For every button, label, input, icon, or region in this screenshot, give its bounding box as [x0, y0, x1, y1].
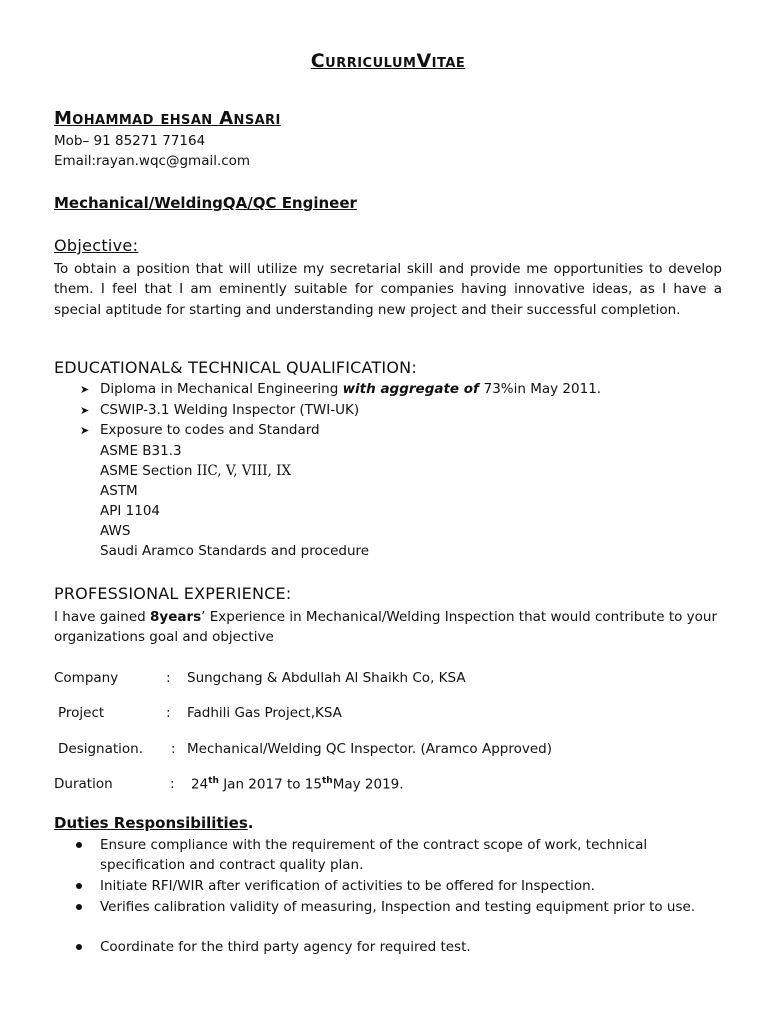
arrow-bullet-icon: ➤ [80, 424, 90, 437]
bullet-icon [76, 842, 82, 848]
education-item-codes: ➤ Exposure to codes and Standard [80, 422, 320, 438]
education-heading: EDUCATIONAL& TECHNICAL QUALIFICATION: [54, 358, 417, 377]
code-saudi-aramco: Saudi Aramco Standards and procedure [100, 543, 370, 559]
education-item-diploma: ➤ Diploma in Mechanical Engineering with aggregate of 73%in May 2011. [80, 381, 602, 397]
objective-heading: Objective: [54, 236, 139, 255]
experience-intro: I have gained 8years’ Experience in Mechanical/Welding Inspection that would contribute to your organizations goal and objective [54, 609, 718, 646]
education-item-cswip: ➤ CSWIP-3.1 Welding Inspector (TWI-UK) [80, 402, 360, 418]
code-asme-section: ASME Section IIC, V, VIII, IX [100, 463, 292, 479]
role-heading: Mechanical/WeldingQA/QC Engineer [54, 194, 357, 212]
email-address: Email:rayan.wqc@gmail.com [54, 153, 251, 169]
experience-heading: PROFESSIONAL EXPERIENCE: [54, 584, 292, 603]
code-asme-b31: ASME B31.3 [100, 443, 182, 459]
bullet-icon [76, 883, 82, 889]
duty-item: Ensure compliance with the requirement of the contract scope of work, technical specification and contract quality plan. [100, 837, 648, 874]
bullet-icon [76, 944, 82, 950]
objective-text: To obtain a position that will utilize my secretarial skill and provide me opportunities to develop them. I feel that I am eminently suitable for companies having innovative ideas, as I have a special aptitude for starting and understanding new project and their successful completion. [54, 261, 722, 318]
code-api: API 1104 [100, 503, 161, 519]
candidate-name: Mohammad ehsan Ansari [54, 108, 281, 129]
duty-item: Verifies calibration validity of measuring, Inspection and testing equipment prior to use. [100, 899, 696, 915]
arrow-bullet-icon: ➤ [80, 383, 90, 396]
document-title: CurriculumVitae [310, 50, 466, 72]
arrow-bullet-icon: ➤ [80, 404, 90, 417]
duties-heading: Duties Responsibilities. [54, 814, 254, 832]
duty-item: Initiate RFI/WIR after verification of activities to be offered for Inspection. [100, 878, 595, 894]
code-aws: AWS [100, 523, 131, 539]
bullet-icon [76, 904, 82, 910]
duty-item: Coordinate for the third party agency for required test. [100, 939, 471, 955]
mobile-number: Mob– 91 85271 77164 [54, 133, 206, 149]
code-astm: ASTM [100, 483, 138, 499]
